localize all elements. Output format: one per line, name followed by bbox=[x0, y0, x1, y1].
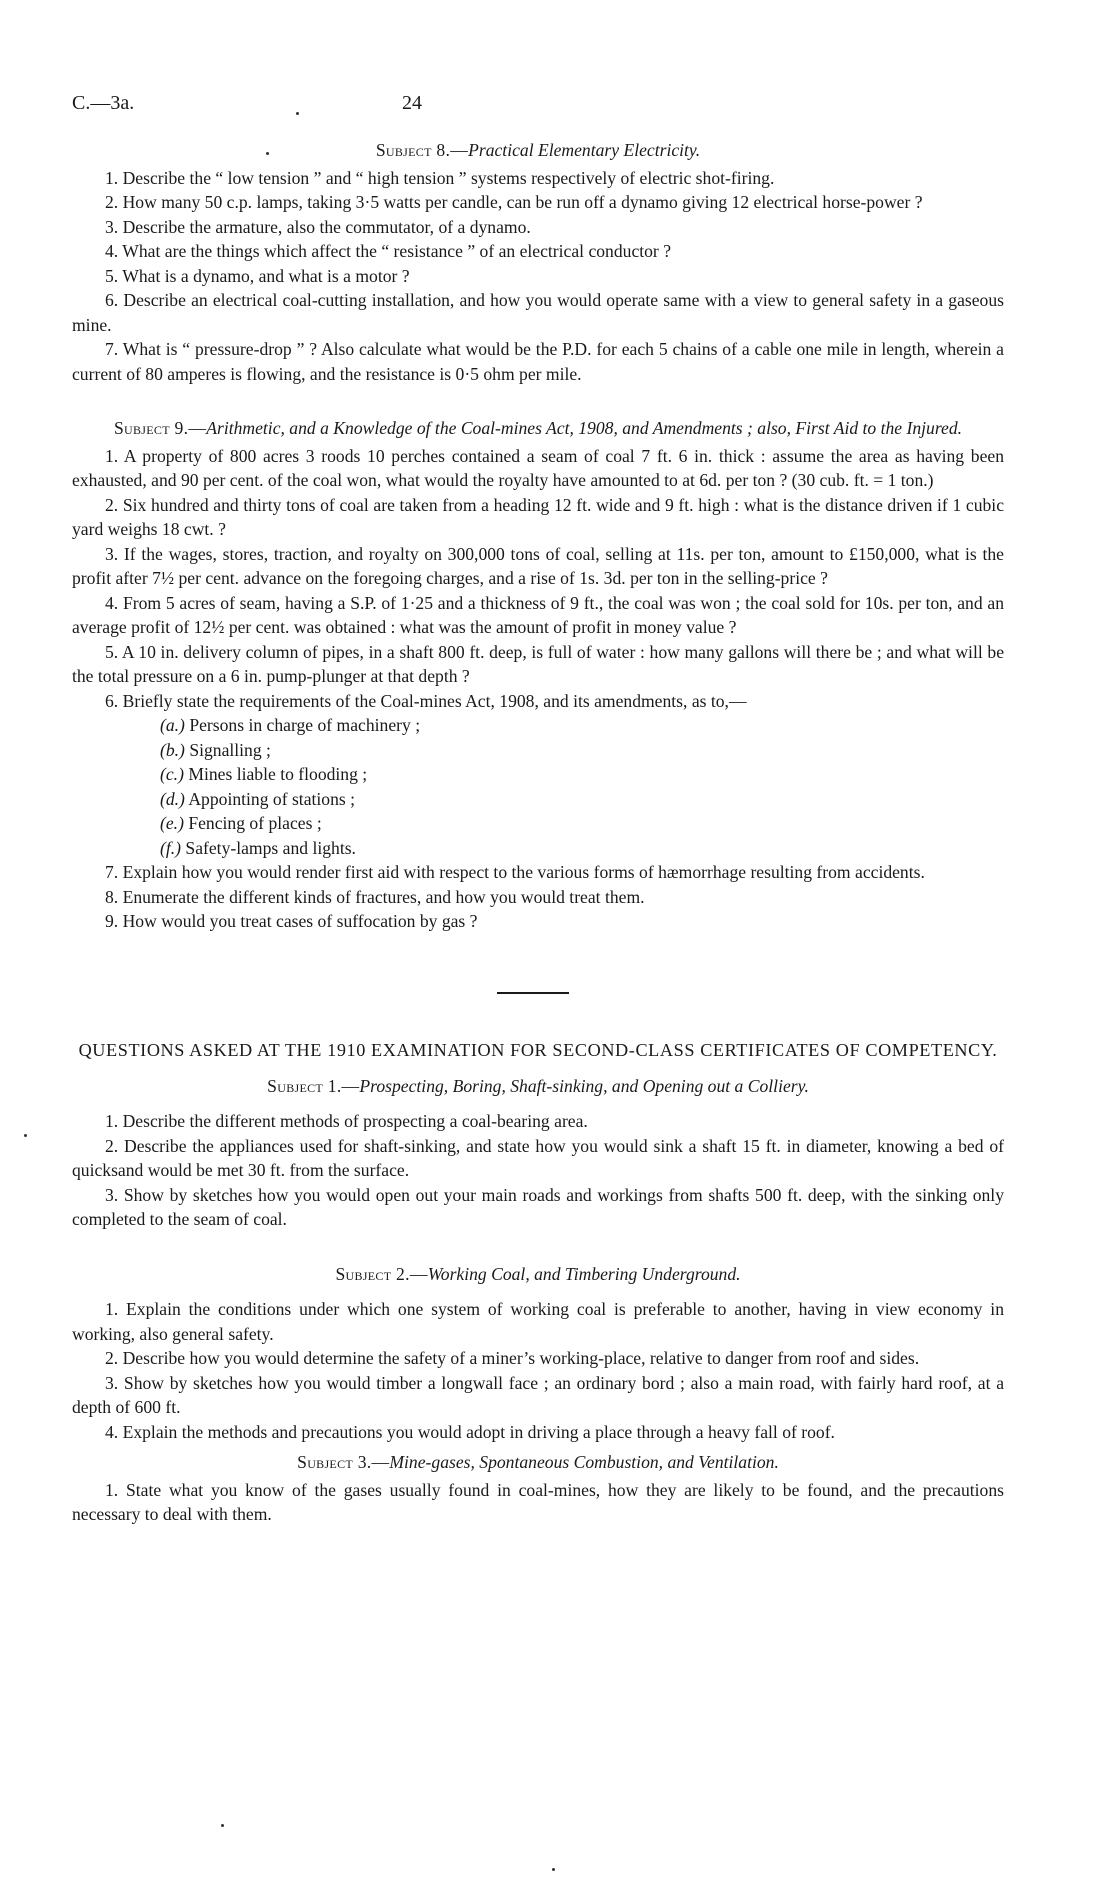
question: 4. What are the things which affect the “ resistance ” of an electrical conductor ? bbox=[105, 241, 671, 261]
subject-9-title: Arithmetic, and a Knowledge of the Coal-mines Act, 1908, and Amendments ; also, First Aid to the Injured. bbox=[206, 418, 963, 438]
sub-item-label: (c.) bbox=[160, 764, 184, 784]
subject-1-label: Subject 1.— bbox=[267, 1075, 360, 1096]
section-divider bbox=[72, 934, 1004, 1038]
sub-item-text: Safety-lamps and lights. bbox=[181, 837, 356, 858]
question: 1. A property of 800 acres 3 roods 10 perches contained a seam of coal 7 ft. 6 in. thick : assume the area as having been exhausted, and 90 per cent. of the coal won, what would the royalty have amounted to at 6d. per ton ? (30 cub. ft. = 1 ton.) bbox=[72, 445, 1004, 490]
scan-speck bbox=[296, 112, 299, 115]
section-title: QUESTIONS ASKED AT THE 1910 EXAMINATION FOR SECOND-CLASS CERTIFICATES OF COMPETENCY. bbox=[78, 1039, 998, 1060]
question: 5. What is a dynamo, and what is a motor ? bbox=[105, 265, 410, 286]
sub-item-text: Persons in charge of machinery ; bbox=[184, 715, 421, 735]
sub-item bbox=[72, 811, 1004, 836]
subject-1-title: Prospecting, Boring, Shaft-sinking, and Opening out a Colliery. bbox=[359, 1075, 809, 1096]
divider-rule bbox=[497, 992, 569, 994]
question: 6. Describe an electrical coal-cutting installation, and how you would operate same with a view to general safety in a gaseous mine. bbox=[72, 290, 1004, 335]
subject-1-heading bbox=[72, 1074, 1004, 1099]
subject-2-heading bbox=[72, 1262, 1004, 1287]
sub-item bbox=[72, 713, 1004, 738]
subject-9-label: Subject 9.— bbox=[113, 418, 207, 438]
sub-item bbox=[72, 738, 1004, 763]
question: 1. Describe the different methods of prospecting a coal-bearing area. bbox=[105, 1111, 588, 1131]
page-content bbox=[72, 138, 1004, 1527]
question: 2. How many 50 c.p. lamps, taking 3·5 watts per candle, can be run off a dynamo giving 12 electrical horse-power ? bbox=[105, 192, 923, 212]
question: 1. Explain the conditions under which one system of working coal is preferable to another, having in view economy in working, also general safety. bbox=[72, 1299, 1004, 1344]
subject-3-heading bbox=[72, 1450, 1004, 1475]
question: 4. Explain the methods and precautions you would adopt in driving a place through a heavy fall of roof. bbox=[105, 1421, 835, 1442]
sub-item-text: Signalling ; bbox=[184, 739, 271, 760]
scan-speck bbox=[266, 152, 269, 155]
sub-item-label: (b.) bbox=[160, 739, 185, 760]
sub-item bbox=[72, 836, 1004, 861]
sub-item-label: (f.) bbox=[160, 837, 182, 858]
subject-3-title: Mine-gases, Spontaneous Combustion, and Ventilation. bbox=[389, 1452, 779, 1472]
sub-item-label: (a.) bbox=[160, 715, 185, 735]
sub-item-text: Fencing of places ; bbox=[183, 813, 322, 833]
document-reference: C.—3a. bbox=[72, 92, 135, 114]
question: 3. Show by sketches how you would open out your main roads and workings from shafts 500 ft. deep, with the sinking only completed to the seam of coal. bbox=[72, 1184, 1004, 1229]
subject-8-label: Subject 8.— bbox=[375, 140, 469, 160]
question: 5. A 10 in. delivery column of pipes, in a shaft 800 ft. deep, is full of water : how many gallons will there be ; and what will be the total pressure on a 6 in. pump-plunger at that depth ? bbox=[72, 641, 1004, 686]
subject-2-title: Working Coal, and Timbering Underground. bbox=[427, 1263, 741, 1284]
sub-item-text: Appointing of stations ; bbox=[184, 788, 356, 809]
sub-item bbox=[72, 787, 1004, 812]
question: 1. Describe the “ low tension ” and “ high tension ” systems respectively of electric shot-firing. bbox=[105, 167, 775, 188]
question: 3. Describe the armature, also the commutator, of a dynamo. bbox=[105, 216, 531, 237]
sub-item-label: (d.) bbox=[160, 788, 185, 809]
question: 9. How would you treat cases of suffocation by gas ? bbox=[105, 911, 478, 931]
question: 2. Six hundred and thirty tons of coal are taken from a heading 12 ft. wide and 9 ft. high : what is the distance driven if 1 cubic yard weighs 18 cwt. ? bbox=[72, 494, 1004, 539]
sub-item-label: (e.) bbox=[160, 813, 184, 833]
question: 8. Enumerate the different kinds of fractures, and how you would treat them. bbox=[105, 886, 645, 907]
subject-9-heading bbox=[72, 416, 1004, 441]
subject-8-title: Practical Elementary Electricity. bbox=[468, 140, 701, 160]
question: 7. Explain how you would render first aid with respect to the various forms of hæmorrhage resulting from accidents. bbox=[105, 862, 925, 882]
subject-8-heading bbox=[72, 138, 1004, 163]
page-header bbox=[72, 92, 1004, 120]
question: 6. Briefly state the requirements of the Coal-mines Act, 1908, and its amendments, as to,— bbox=[105, 690, 747, 711]
subject-2-label: Subject 2.— bbox=[335, 1263, 428, 1284]
question: 7. What is “ pressure-drop ” ? Also calculate what would be the P.D. for each 5 chains of a cable one mile in length, wherein a current of 80 amperes is flowing, and the resistance is 0·5 ohm per mile. bbox=[72, 339, 1004, 384]
question: 2. Describe how you would determine the safety of a miner’s working-place, relative to danger from roof and sides. bbox=[105, 1348, 920, 1368]
question: 2. Describe the appliances used for shaft-sinking, and state how you would sink a shaft 15 ft. in diameter, knowing a bed of quicksand would be met 30 ft. from the surface. bbox=[72, 1135, 1004, 1180]
scan-speck bbox=[221, 1824, 224, 1827]
page-number: 24 bbox=[402, 92, 422, 114]
scan-speck bbox=[24, 1134, 27, 1137]
question: 1. State what you know of the gases usually found in coal-mines, how they are likely to be found, and the precautions necessary to deal with them. bbox=[72, 1479, 1004, 1524]
question: 4. From 5 acres of seam, having a S.P. of 1·25 and a thickness of 9 ft., the coal was won ; the coal sold for 10s. per ton, and an average profit of 12½ per cent. was obtained : what was the amount of profit in money value ? bbox=[72, 592, 1004, 637]
scan-speck bbox=[552, 1868, 555, 1871]
question: 3. Show by sketches how you would timber a longwall face ; an ordinary bord ; also a main road, with fairly hard roof, at a depth of 600 ft. bbox=[72, 1372, 1004, 1417]
question: 3. If the wages, stores, traction, and royalty on 300,000 tons of coal, selling at 11s. per ton, amount to £150,000, what is the profit after 7½ per cent. advance on the foregoing charges, and a rise of 1s. 3d. per ton in the selling-price ? bbox=[72, 543, 1004, 588]
subject-3-label: Subject 3.— bbox=[297, 1452, 390, 1472]
sub-item bbox=[72, 762, 1004, 787]
sub-item-text: Mines liable to flooding ; bbox=[183, 764, 368, 784]
